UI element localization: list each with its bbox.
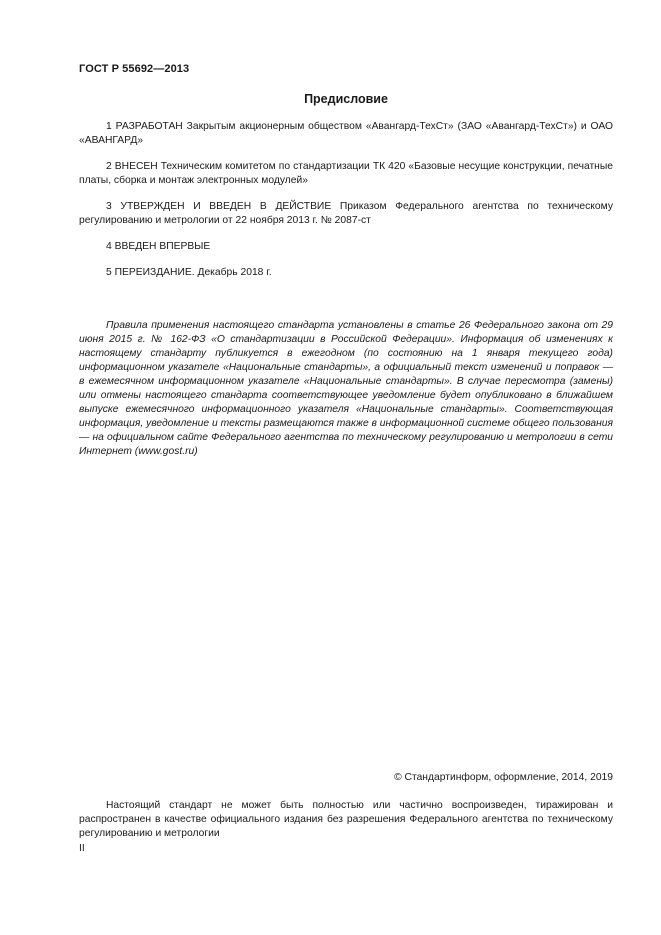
foreword-item-first-introduced: 4 ВВЕДЕН ВПЕРВЫЕ <box>106 241 211 252</box>
document-code: ГОСТ Р 55692—2013 <box>79 63 190 75</box>
copyright-line: © Стандартинформ, оформление, 2014, 2019 <box>394 772 613 783</box>
foreword-item-submitted: 2 ВНЕСЕН Техническим комитетом по стандартизации ТК 420 «Базовые несущие конструкции, печатные платы, сборка и монтаж электронных модулей» <box>79 161 613 186</box>
reproduction-notice: Настоящий стандарт не может быть полностью или частично воспроизведен, тиражирован и распространен в качестве официального издания без разрешения Федерального агентства по техническому регулированию и метрологии <box>79 800 613 839</box>
application-rules-notice: Правила применения настоящего стандарта установлены в статье 26 Федерального закона от 29 июня 2015 г. № 162-ФЗ «О стандартизации в Российской Федерации». Информация об изменениях к настоящему стандарту публикуется в ежегодном (по состоянию на 1 января текущего года) информационном указателе «Национальные стандарты», а официальный текст изменений и поправок — в ежемесячном информационном указателе «Национальные стандарты». В случае пересмотра (замены) или отмены настоящего стандарта соответствующее уведомление будет опубликовано в ближайшем выпуске ежемесячного информационного указателя «Национальные стандарты». Соответствующая информация, уведомление и тексты размещаются также в информационной системе общего пользования — на официальном сайте Федерального агентства по техническому регулированию и метрологии в сети Интернет (www.gost.ru) <box>79 320 613 457</box>
foreword-items <box>79 120 613 292</box>
foreword-item-approved: 3 УТВЕРЖДЕН И ВВЕДЕН В ДЕЙСТВИЕ Приказом Федерального агентства по техническому регулированию и метрологии от 22 ноября 2013 г. № 2087-ст <box>79 201 613 226</box>
foreword-item-developed: 1 РАЗРАБОТАН Закрытым акционерным обществом «Авангард-ТехСт» (ЗАО «Авангард-ТехСт») и ОАО «АВАНГАРД» <box>79 121 613 146</box>
foreword-title: Предисловие <box>304 92 388 106</box>
foreword-item-reissue: 5 ПЕРЕИЗДАНИЕ. Декабрь 2018 г. <box>106 267 272 278</box>
page-number: II <box>79 843 85 854</box>
